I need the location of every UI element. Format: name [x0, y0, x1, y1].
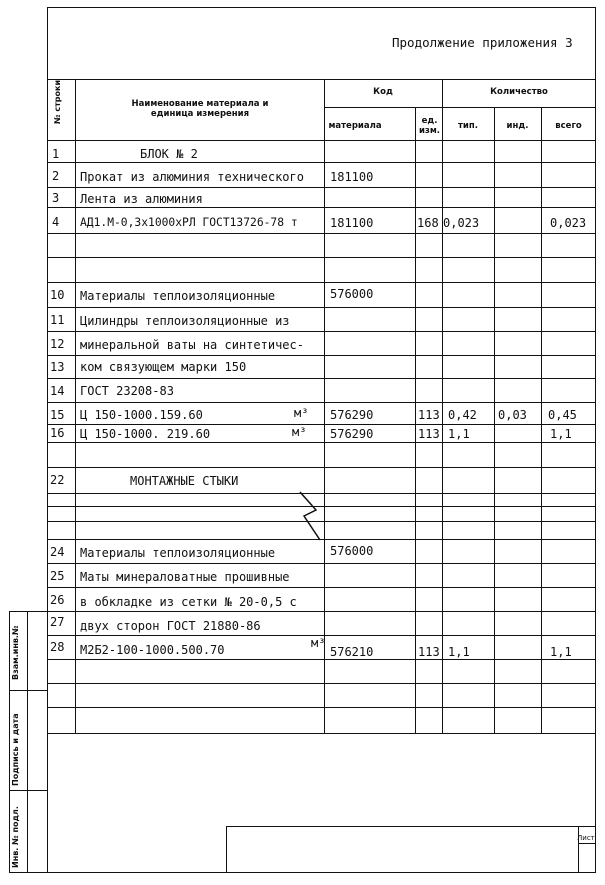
row-line [47, 707, 596, 708]
row-number: 28 [50, 640, 65, 654]
row-number: 4 [52, 215, 60, 229]
row-line [47, 467, 596, 468]
cell-code: 576290 [330, 427, 374, 441]
cell-name: БЛОК № 2 [140, 147, 198, 161]
title-block-left [226, 826, 227, 873]
side-strip-line [9, 872, 47, 873]
cell-unit-symbol: м³ [292, 425, 307, 439]
row-line [47, 563, 596, 564]
header-bottom-line [47, 140, 596, 141]
row-line [47, 442, 596, 443]
row-number: 24 [50, 545, 65, 559]
row-number: 12 [50, 337, 65, 351]
header-qty-ind: инд. [506, 121, 529, 131]
row-line [47, 233, 596, 234]
cell-code: 576290 [330, 408, 374, 422]
frame-bottom [47, 872, 596, 873]
row-number: 10 [50, 288, 65, 302]
row-number: 16 [50, 426, 65, 440]
header-code-unit: ед. изм. [418, 116, 441, 136]
side-strip-line [9, 690, 47, 691]
cell-unit: 113 [418, 645, 440, 659]
cell-name: М2Б2-100-1000.500.70 [80, 643, 225, 657]
side-strip-line [9, 790, 47, 791]
row-line [47, 282, 596, 283]
cell-typ: 0,42 [448, 408, 477, 422]
col-line-typ [494, 107, 495, 734]
cell-total: 0,45 [548, 408, 577, 422]
row-number: 26 [50, 593, 65, 607]
row-line [47, 733, 596, 734]
header-code: Код [373, 87, 393, 97]
header-top-line [47, 79, 596, 80]
side-strip-outer [9, 611, 10, 873]
cell-name: ГОСТ 23208-83 [80, 384, 174, 398]
row-number: 22 [50, 473, 65, 487]
cell-code: 576000 [330, 287, 374, 301]
col-line-ind [541, 107, 542, 734]
frame-right [595, 7, 596, 873]
row-number: 13 [50, 360, 65, 374]
cell-total: 1,1 [550, 427, 572, 441]
cell-name: двух сторон ГОСТ 21880-86 [80, 619, 261, 633]
row-line [47, 402, 596, 403]
break-mark-icon [280, 490, 340, 542]
cell-typ: 1,1 [448, 645, 470, 659]
row-line [47, 187, 596, 188]
row-number: 14 [50, 384, 65, 398]
cell-unit: 113 [418, 427, 440, 441]
side-label-sign-date: Подпись и дата [11, 713, 20, 786]
row-line [47, 207, 596, 208]
row-line [47, 587, 596, 588]
header-qty-total: всего [555, 121, 582, 131]
cell-code: 576000 [330, 544, 374, 558]
header-name: Наименование материала и единица измерения [131, 99, 269, 119]
cell-name: Цилиндры теплоизоляционные из [80, 314, 290, 328]
cell-name: минеральной ваты на синтетичес- [80, 338, 304, 352]
cell-name: АД1.М-0,3х1000хРЛ ГОСТ13726-78 т [80, 216, 298, 229]
cell-name: Лента из алюминия [80, 192, 203, 206]
side-strip-inner [27, 611, 28, 873]
cell-code: 181100 [330, 216, 374, 230]
cell-name: Маты минераловатные прошивные [80, 570, 290, 584]
cell-code: 181100 [330, 170, 374, 184]
cell-name: Ц 150-1000.159.60 [80, 408, 203, 422]
row-line [47, 257, 596, 258]
row-number: 11 [50, 313, 65, 327]
title-block-top [226, 826, 596, 827]
cell-name: Ц 150-1000. 219.60 [80, 427, 211, 441]
row-line [47, 424, 596, 425]
header-sub-line [324, 107, 596, 108]
header-code-material: материала [328, 121, 382, 131]
side-strip-line [9, 611, 47, 612]
cell-unit-symbol: м³ [311, 636, 326, 650]
cell-name: Прокат из алюминия технического [80, 170, 304, 184]
row-line [47, 162, 596, 163]
frame-left [47, 7, 48, 873]
cell-name: МОНТАЖНЫЕ СТЫКИ [130, 474, 239, 488]
cell-name: Материалы теплоизоляционные [80, 546, 276, 560]
row-number: 15 [50, 408, 65, 422]
header-qty-type: тип. [458, 121, 478, 131]
top-note: Продолжение приложения 3 [392, 35, 573, 50]
side-label-vzam-inv: Взам.инв.№ [11, 625, 20, 680]
header-row-no: № строки [53, 79, 62, 124]
frame-top [47, 7, 596, 8]
row-line [47, 307, 596, 308]
cell-typ: 0,023 [443, 216, 480, 230]
header-quantity: Количество [490, 87, 548, 97]
side-label-inv-orig: Инв. № подл. [11, 806, 20, 868]
row-line [47, 355, 596, 356]
cell-total: 0,023 [550, 216, 587, 230]
sheet-label: Лист [577, 834, 595, 842]
row-line [47, 659, 596, 660]
cell-unit-symbol: м³ [294, 406, 309, 420]
row-number: 3 [52, 191, 60, 205]
cell-total: 1,1 [550, 645, 572, 659]
cell-name: ком связующем марки 150 [80, 360, 247, 374]
cell-ind: 0,03 [498, 408, 527, 422]
cell-unit: 168 [417, 216, 439, 230]
cell-unit: 113 [418, 408, 440, 422]
row-line [47, 611, 596, 612]
row-number: 2 [52, 169, 60, 183]
cell-name: Материалы теплоизоляционные [80, 289, 276, 303]
row-line [47, 378, 596, 379]
col-line-code [415, 107, 416, 734]
row-line [47, 683, 596, 684]
row-number: 27 [50, 615, 65, 629]
cell-code: 576210 [330, 645, 374, 659]
row-number: 25 [50, 569, 65, 583]
cell-typ: 1,1 [448, 427, 470, 441]
row-line [47, 331, 596, 332]
cell-name: в обкладке из сетки № 20-0,5 с [80, 595, 297, 609]
row-number: 1 [52, 147, 60, 161]
